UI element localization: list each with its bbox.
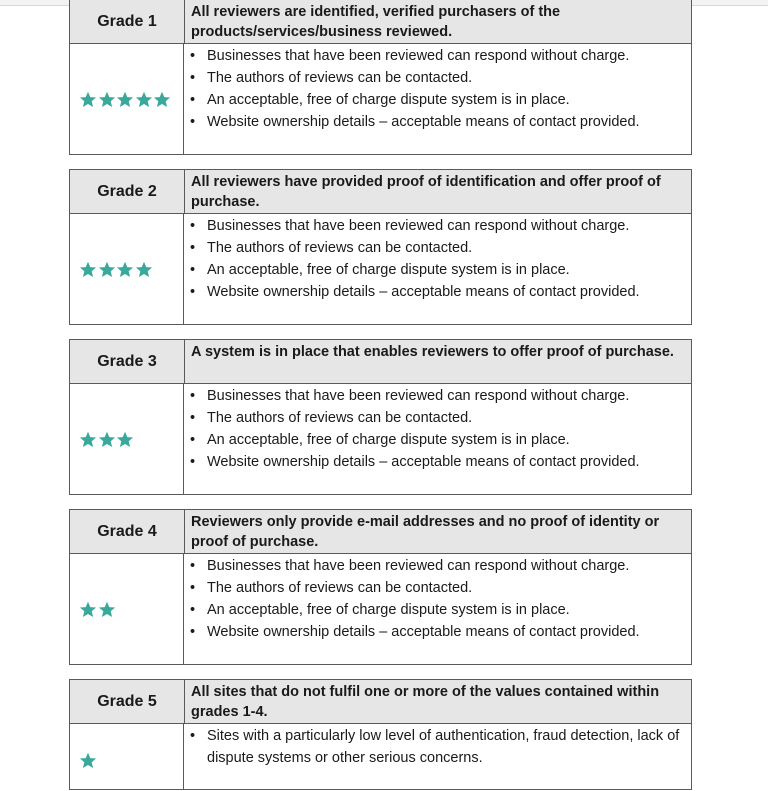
grade-criterion: All sites that do not fulfil one or more of the values contained within grades 1-4. [191, 684, 660, 720]
star-icon [98, 431, 116, 448]
star-icon [98, 91, 116, 108]
star-icon [135, 261, 153, 278]
list-item-text: The authors of reviews can be contacted. [207, 410, 473, 426]
bullet-icon: • [190, 602, 196, 618]
grade-criterion: A system is in place that enables reviewers to offer proof of purchase. [191, 344, 674, 360]
grade-header-row [70, 170, 691, 214]
grade-body-row [70, 44, 691, 154]
list-item-text: An acceptable, free of charge dispute system is in place. [207, 92, 570, 108]
list-item [190, 599, 685, 621]
star-icon [135, 91, 153, 108]
list-item [190, 555, 685, 577]
bullet-icon: • [190, 432, 196, 448]
list-item [190, 89, 685, 111]
bullet-icon: • [190, 388, 196, 404]
bullet-icon: • [190, 218, 196, 234]
grade-body-row [70, 214, 691, 324]
bullet-icon: • [190, 580, 196, 596]
list-item-text: Sites with a particularly low level of authentication, fraud detection, lack of dispute systems or other serious concerns. [207, 728, 680, 766]
grade-header-row [70, 340, 691, 384]
grade-requirements-list [184, 44, 691, 154]
grade-requirements-list [184, 554, 691, 664]
list-item-text: An acceptable, free of charge dispute system is in place. [207, 262, 570, 278]
grade-label: Grade 3 [70, 340, 185, 383]
grade-body-row [70, 724, 691, 789]
list-item [190, 215, 685, 237]
list-item-text: Businesses that have been reviewed can respond without charge. [207, 48, 630, 64]
list-item [190, 429, 685, 451]
list-item [190, 237, 685, 259]
grade-block [69, 679, 692, 790]
list-item [190, 577, 685, 599]
bullet-icon: • [190, 410, 196, 426]
star-icon [79, 752, 97, 769]
list-item-text: An acceptable, free of charge dispute system is in place. [207, 432, 570, 448]
list-item-text: Businesses that have been reviewed can respond without charge. [207, 388, 630, 404]
star-icon [116, 91, 134, 108]
grade-header-row [70, 680, 691, 724]
list-item [190, 67, 685, 89]
star-icon [79, 431, 97, 448]
grade-label: Grade 1 [70, 0, 185, 43]
list-item-text: Website ownership details – acceptable means of contact provided. [207, 624, 640, 640]
star-icon [98, 261, 116, 278]
grade-criterion: All reviewers have provided proof of identification and offer proof of purchase. [191, 174, 661, 210]
star-icon [153, 91, 171, 108]
list-item [190, 259, 685, 281]
list-item-text: Website ownership details – acceptable means of contact provided. [207, 284, 640, 300]
grade-requirements-list [184, 384, 691, 494]
list-item [190, 621, 685, 643]
grade-body-row [70, 554, 691, 664]
list-item-text: The authors of reviews can be contacted. [207, 240, 473, 256]
star-rating [70, 214, 184, 324]
bullet-icon: • [190, 728, 196, 744]
star-icon [79, 91, 97, 108]
grade-block [69, 169, 692, 325]
bullet-icon: • [190, 70, 196, 86]
grade-label: Grade 4 [70, 510, 185, 553]
grade-block [69, 509, 692, 665]
bullet-icon: • [190, 48, 196, 64]
grade-criterion: All reviewers are identified, verified purchasers of the products/services/business reviewed. [191, 4, 561, 40]
bullet-icon: • [190, 624, 196, 640]
list-item-text: Businesses that have been reviewed can respond without charge. [207, 218, 630, 234]
bullet-icon: • [190, 262, 196, 278]
grade-block [69, 339, 692, 495]
list-item-text: The authors of reviews can be contacted. [207, 580, 473, 596]
grade-block [69, 0, 692, 155]
star-rating [70, 554, 184, 664]
bullet-icon: • [190, 454, 196, 470]
bullet-icon: • [190, 92, 196, 108]
list-item-text: Website ownership details – acceptable means of contact provided. [207, 454, 640, 470]
list-item-text: Website ownership details – acceptable means of contact provided. [207, 114, 640, 130]
list-item [190, 45, 685, 67]
grade-header-row [70, 510, 691, 554]
grade-body-row [70, 384, 691, 494]
list-item [190, 725, 685, 769]
list-item-text: Businesses that have been reviewed can respond without charge. [207, 558, 630, 574]
star-rating [70, 44, 184, 154]
list-item-text: The authors of reviews can be contacted. [207, 70, 473, 86]
list-item [190, 385, 685, 407]
list-item [190, 451, 685, 473]
bullet-icon: • [190, 240, 196, 256]
star-icon [79, 601, 97, 618]
star-rating [70, 724, 184, 789]
star-icon [98, 601, 116, 618]
grade-criterion: Reviewers only provide e-mail addresses and no proof of identity or proof of purchase. [191, 514, 660, 550]
grade-requirements-list [184, 724, 691, 789]
list-item [190, 407, 685, 429]
grade-requirements-list [184, 214, 691, 324]
star-icon [116, 431, 134, 448]
star-rating [70, 384, 184, 494]
bullet-icon: • [190, 284, 196, 300]
list-item [190, 281, 685, 303]
list-item-text: An acceptable, free of charge dispute system is in place. [207, 602, 570, 618]
grade-label: Grade 5 [70, 680, 185, 723]
bullet-icon: • [190, 114, 196, 130]
star-icon [79, 261, 97, 278]
list-item [190, 111, 685, 133]
grade-header-row [70, 0, 691, 44]
bullet-icon: • [190, 558, 196, 574]
star-icon [116, 261, 134, 278]
grade-label: Grade 2 [70, 170, 185, 213]
